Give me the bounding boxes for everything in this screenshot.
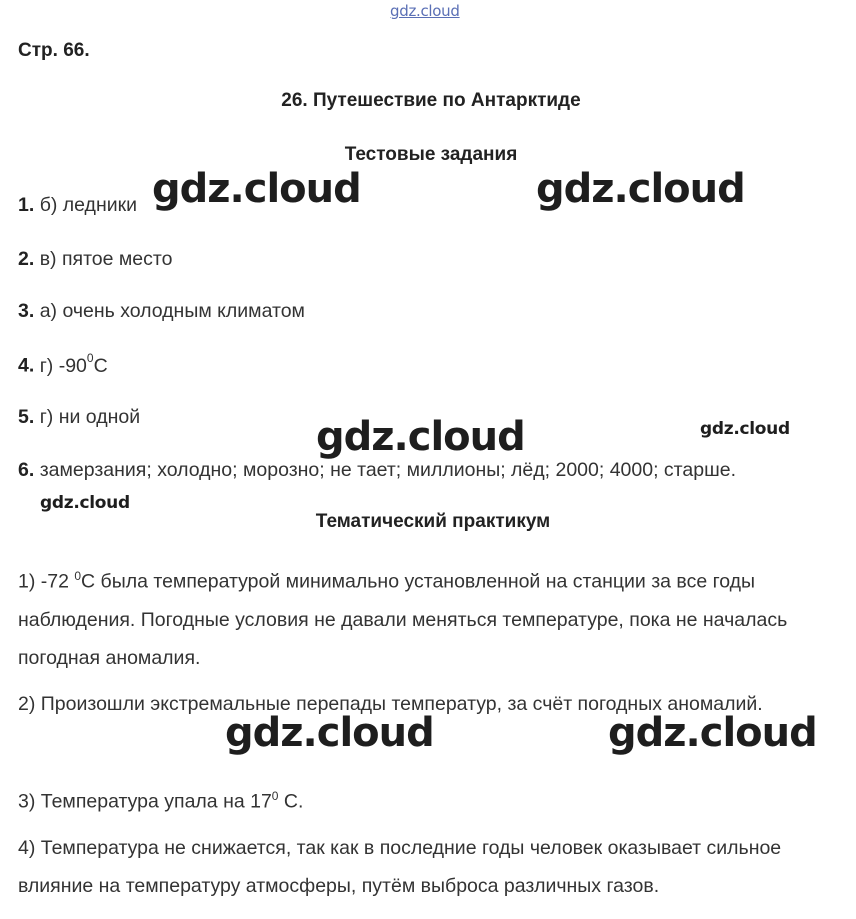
- practice-paragraph-2: 2) Произошли экстремальные перепады температур, за счёт погодных аномалий.: [18, 693, 763, 715]
- answer-text: а) очень холодным климатом: [39, 300, 305, 322]
- practice-paragraph-3: 3) Температура упала на $17^0$ С.: [18, 789, 304, 813]
- watermark: gdz.cloud: [225, 710, 434, 756]
- page-label: Стр. 66.: [18, 40, 90, 61]
- practice-paragraph-1: 1) -72 $^0$С была температурой минимально установленной на станции за все годы наблюдения. Погодные условия не давали меняться температуре, пока не началась погодная аномалия.: [18, 569, 788, 669]
- answer-text: б) ледники: [39, 194, 138, 216]
- answer-number: 1.: [18, 194, 35, 216]
- watermark: gdz.cloud: [536, 166, 745, 212]
- answer-1: [18, 194, 137, 217]
- answer-number: 2.: [18, 248, 35, 270]
- answer-2: [18, 248, 172, 271]
- answer-4: [18, 353, 108, 378]
- watermark: gdz.cloud: [40, 493, 130, 513]
- watermark: gdz.cloud: [316, 414, 525, 460]
- answer-number: 5.: [18, 406, 35, 428]
- test-section-heading: Тестовые задания: [344, 144, 518, 165]
- answer-text: г) ни одной: [39, 406, 141, 428]
- watermark: gdz.cloud: [700, 419, 790, 439]
- watermark: gdz.cloud: [152, 166, 361, 212]
- answer-number: 6.: [18, 459, 35, 481]
- practice-paragraph-4: 4) Температура не снижается, так как в последние годы человек оказывает сильное влияние на температуру атмосферы, путём выброса различных газов.: [18, 837, 782, 897]
- answer-5: [18, 406, 140, 429]
- answer-number: 3.: [18, 300, 35, 322]
- answer-number: 4.: [18, 354, 35, 377]
- answer-text: замерзания; холодно; морозно; не тает; миллионы; лёд; 2000; 4000; старше.: [39, 459, 736, 481]
- answer-3: [18, 300, 305, 323]
- answer-text: г) $-90^0С$: [39, 351, 108, 377]
- practice-section-heading: Тематический практикум: [315, 511, 551, 532]
- page-title: 26. Путешествие по Антарктиде: [281, 90, 581, 111]
- watermark-top-link[interactable]: gdz.cloud: [390, 2, 460, 20]
- watermark: gdz.cloud: [608, 710, 817, 756]
- answer-6: [18, 459, 736, 482]
- answer-text: в) пятое место: [39, 248, 173, 270]
